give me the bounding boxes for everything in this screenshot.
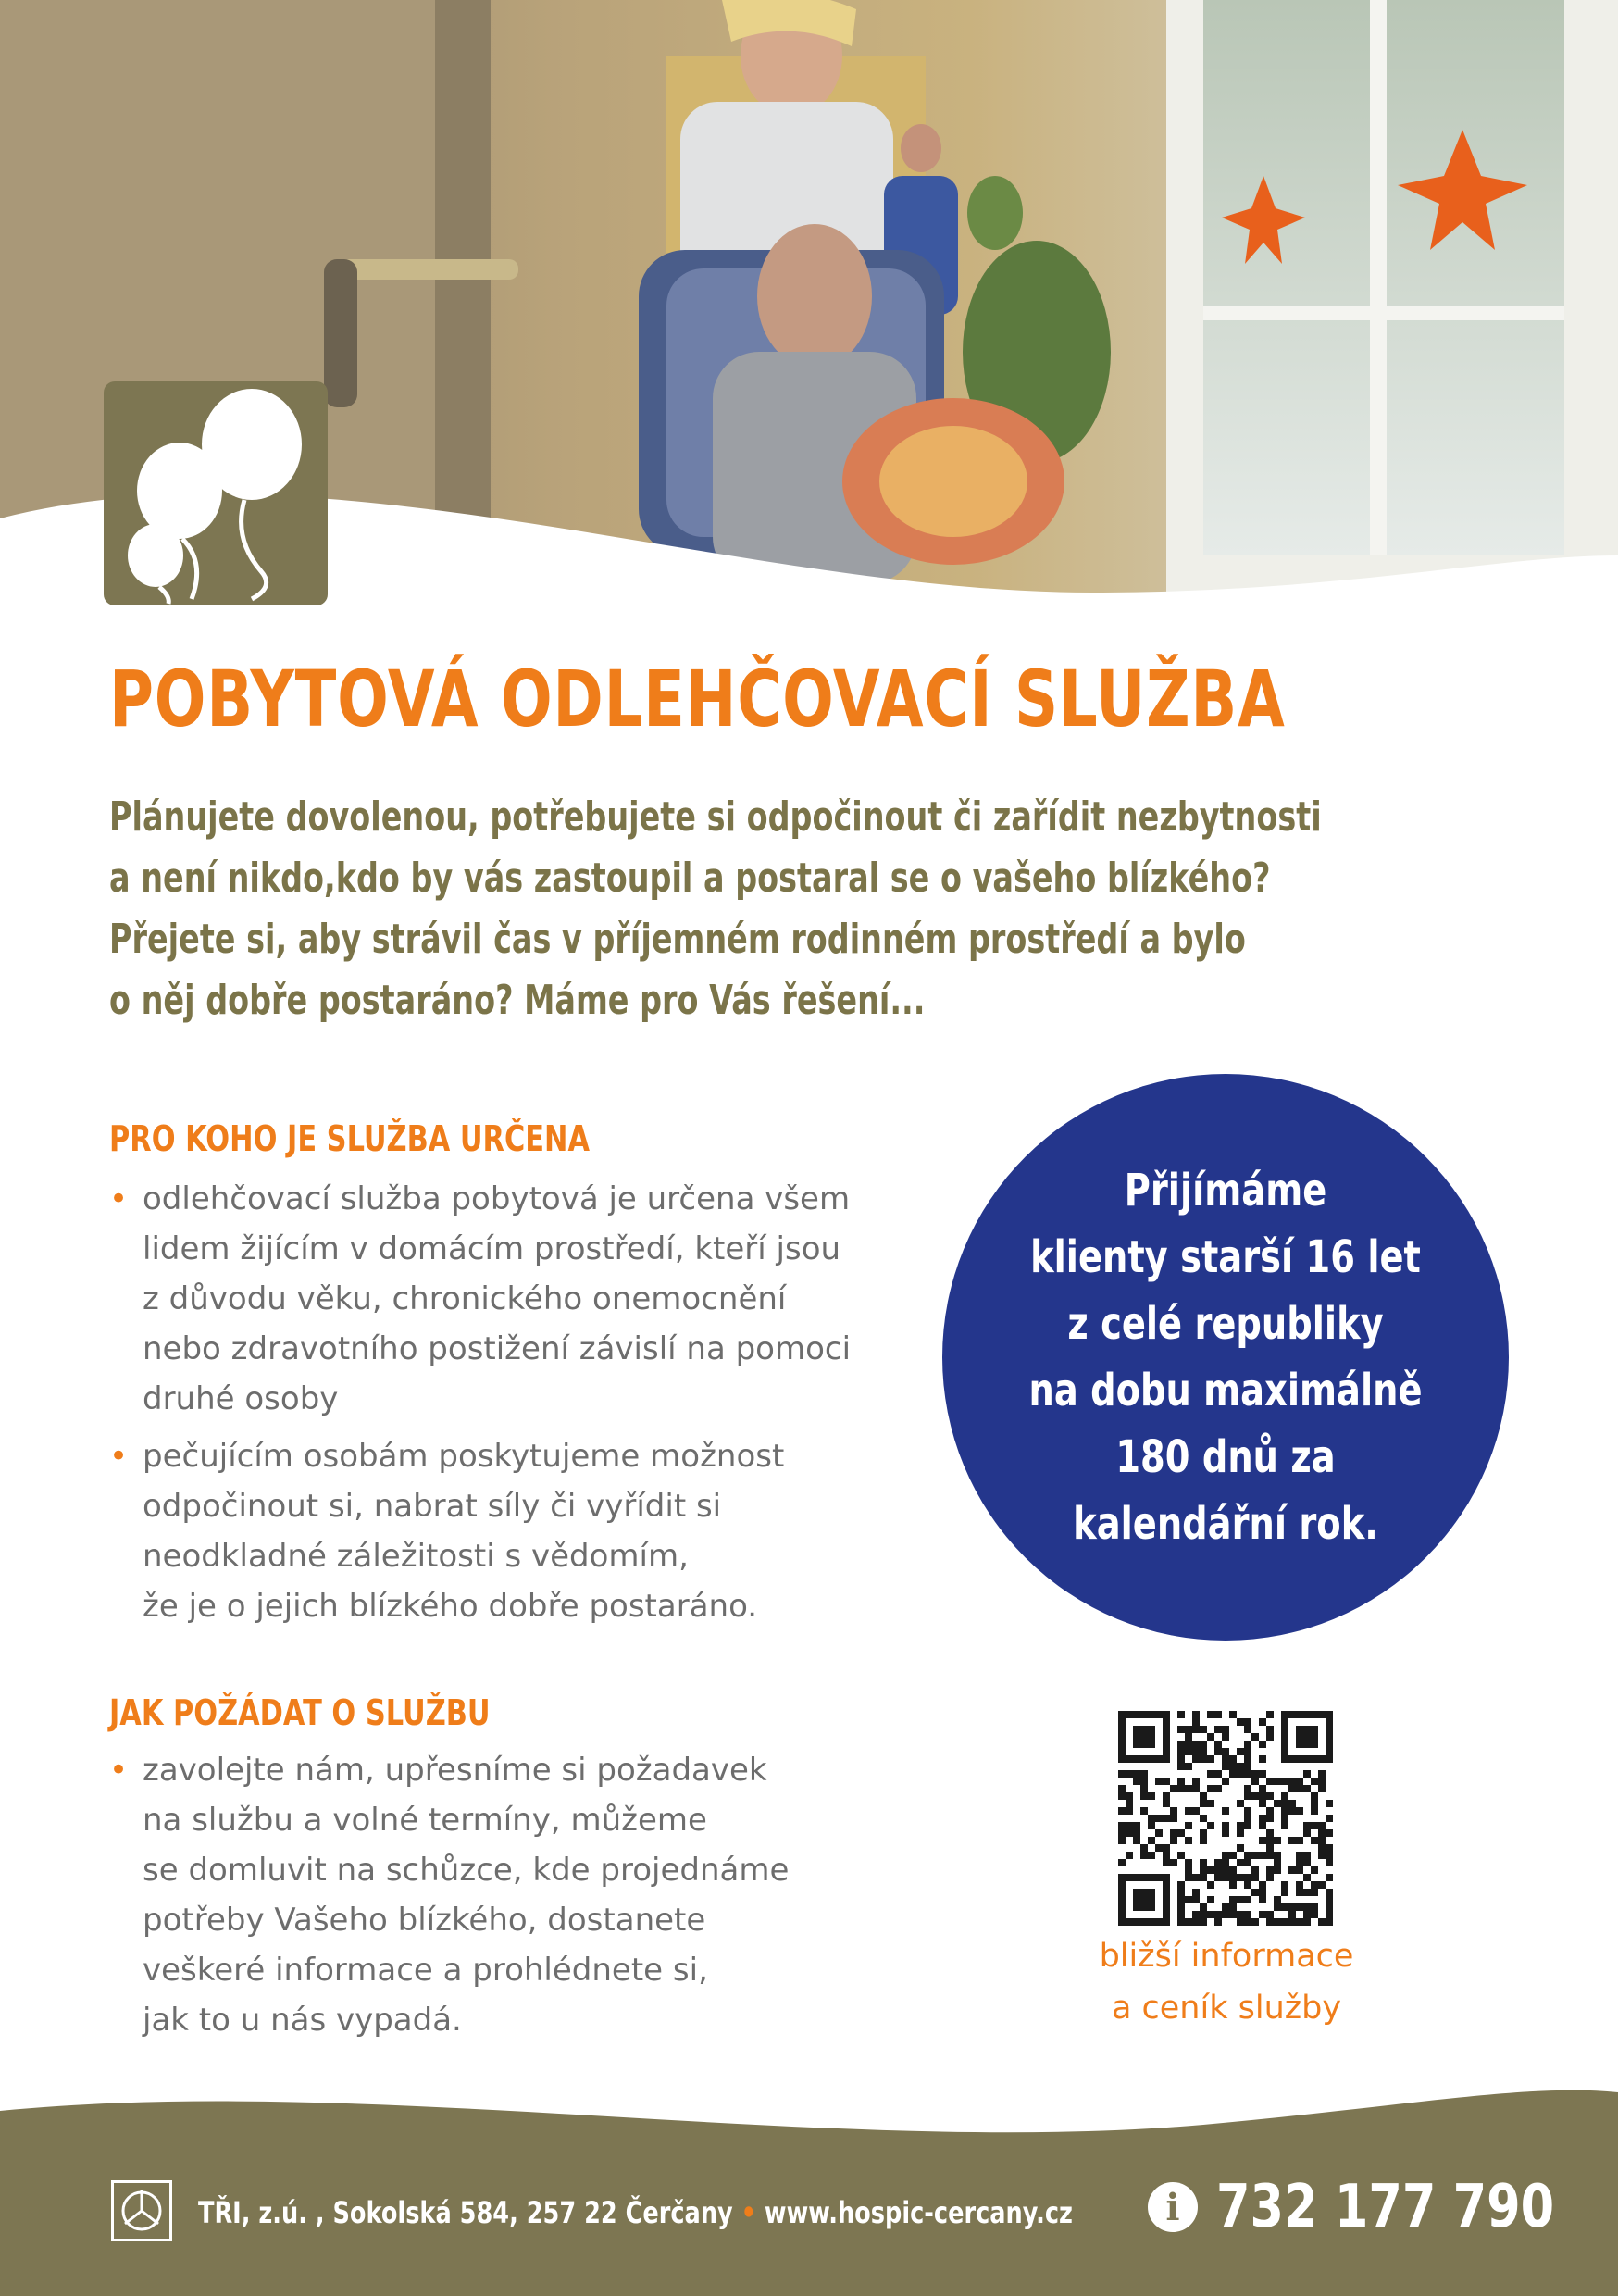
separator: •: [741, 2195, 757, 2230]
organization-logo-icon: [111, 2180, 172, 2241]
list-item-line: zavolejte nám, upřesníme si požadavek: [143, 1752, 767, 1789]
qr-code[interactable]: [1118, 1711, 1333, 1926]
admission-info-line: kalendářní rok.: [1073, 1498, 1378, 1550]
qr-caption: [1018, 1930, 1435, 2034]
intro-line: Přejete si, aby strávil čas v příjemném rodinném prostředí a bylo: [109, 916, 1246, 963]
section-heading-how-to-request: JAK POŽÁDAT O SLUŽBU: [109, 1692, 491, 1733]
admission-info-line: 180 dnů za: [1115, 1431, 1336, 1483]
how-to-request-list: [109, 1745, 789, 2053]
phone-contact: [1148, 2170, 1618, 2244]
admission-info-line: na dobu maximálně: [1028, 1365, 1423, 1416]
list-item-line: že je o jejich blízkého dobře postaráno.: [143, 1588, 758, 1625]
list-item-line: pečujícím osobám poskytujeme možnost: [143, 1438, 785, 1475]
list-item-line: se domluvit na schůzce, kde projednáme: [143, 1852, 790, 1889]
intro-line: a není nikdo,kdo by vás zastoupil a postaral se o vašeho blízkého?: [109, 855, 1271, 902]
organization-address: TŘI, z.ú. , Sokolská 584, 257 22 Čerčany: [198, 2195, 733, 2230]
list-item-line: lidem žijícím v domácím prostředí, kteří jsou: [143, 1230, 841, 1267]
section-heading-target-group: PRO KOHO JE SLUŽBA URČENA: [109, 1118, 591, 1159]
website-link[interactable]: www.hospic-cercany.cz: [764, 2195, 1073, 2230]
list-item-line: potřeby Vašeho blízkého, dostanete: [143, 1902, 706, 1939]
qr-caption-line: bližší informace: [1099, 1938, 1354, 1975]
admission-info-line: Přijímáme: [1124, 1165, 1327, 1217]
intro-line: Plánujete dovolenou, potřebujete si odpočinout či zařídit nezbytnosti: [109, 793, 1322, 841]
list-item-line: neodkladné záležitosti s vědomím,: [143, 1538, 689, 1575]
bullet-icon: •: [109, 1438, 129, 1475]
balloons-icon: [104, 381, 328, 605]
admission-info-text: [999, 1157, 1452, 1557]
list-item-line: nebo zdravotního postižení závislí na pomoci: [143, 1330, 852, 1367]
header-photo: [0, 0, 1618, 630]
admission-info-line: z celé republiky: [1067, 1298, 1384, 1350]
list-item-line: veškeré informace a prohlédnete si,: [143, 1952, 708, 1989]
phone-number[interactable]: 732 177 790: [1216, 2173, 1555, 2241]
bullet-icon: •: [109, 1752, 129, 1789]
intro-paragraph: [109, 787, 1446, 1031]
list-item-line: odlehčovací služba pobytová je určena všem: [143, 1180, 851, 1217]
info-icon: i: [1148, 2182, 1198, 2232]
list-item-line: druhé osoby: [143, 1380, 339, 1417]
admission-info-line: klienty starší 16 let: [1030, 1231, 1421, 1283]
bullet-icon: •: [109, 1180, 129, 1217]
list-item: [109, 1174, 851, 1424]
qr-caption-line: a ceník služby: [1111, 1990, 1342, 2027]
list-item: [109, 1745, 789, 2045]
intro-line: o něj dobře postaráno? Máme pro Vás řešení...: [109, 977, 926, 1024]
target-group-list: [109, 1174, 851, 1639]
list-item-line: z důvodu věku, chronického onemocnění: [143, 1280, 787, 1317]
list-item: [109, 1431, 851, 1631]
page-title: POBYTOVÁ ODLEHČOVACÍ SLUŽBA: [109, 654, 1286, 744]
admission-info-circle: [942, 1074, 1509, 1641]
footer-contact: [198, 2190, 1087, 2235]
list-item-line: odpočinout si, nabrat síly či vyřídit si: [143, 1488, 722, 1525]
list-item-line: na službu a volné termíny, můžeme: [143, 1802, 707, 1839]
list-item-line: jak to u nás vypadá.: [143, 2002, 462, 2039]
